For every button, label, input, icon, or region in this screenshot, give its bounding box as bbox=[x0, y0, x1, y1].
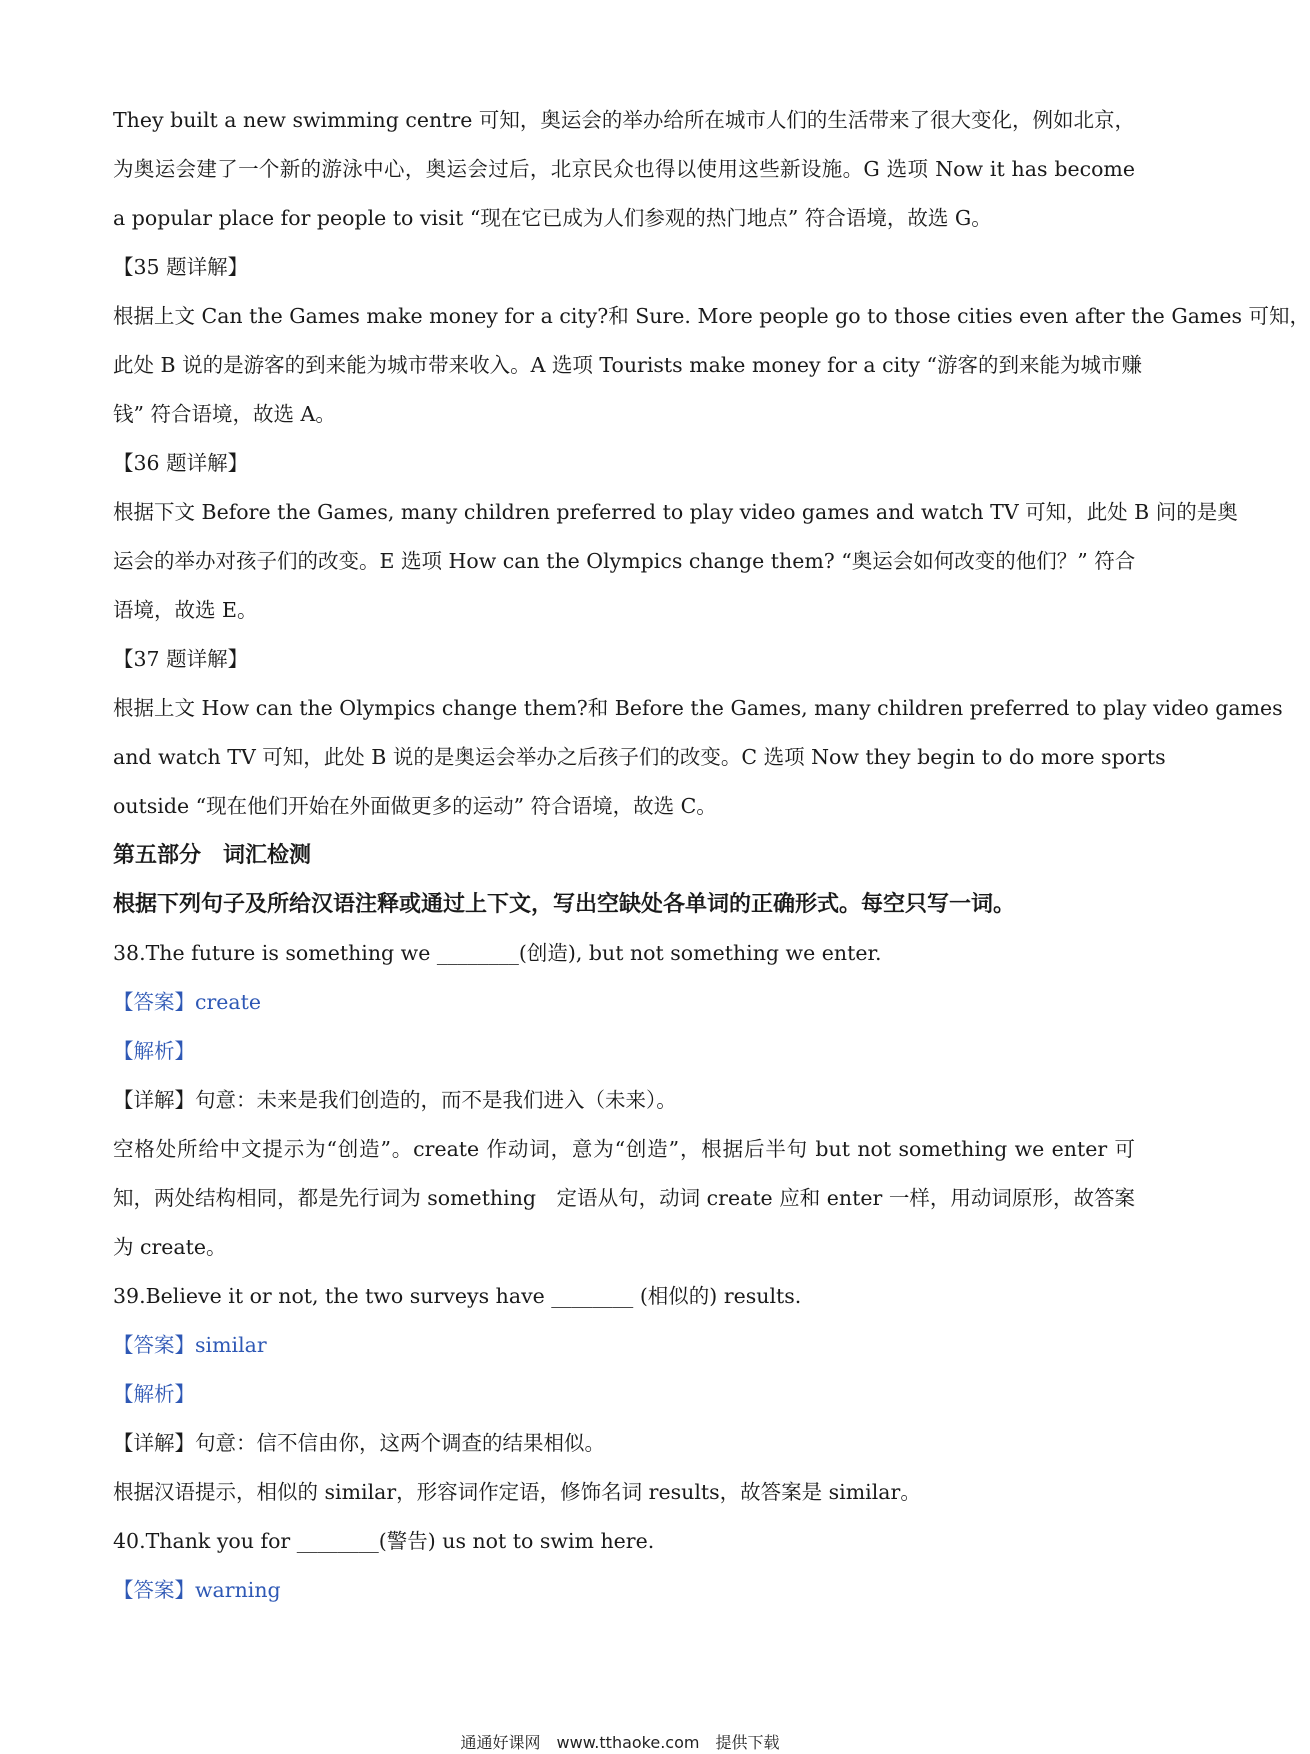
question-39: 39.Believe it or not, the two surveys have ________ (相似的) results. bbox=[113, 1284, 802, 1308]
section-heading-37: 【37 题详解】 bbox=[113, 647, 249, 671]
text-line: 此处 B 说的是游客的到来能为城市带来收入。A 选项 Tourists make money for a city “游客的到来能为城市赚 bbox=[113, 353, 1142, 377]
part-title: 第五部分 词汇检测 bbox=[113, 843, 312, 868]
explanation-line: 空格处所给中文提示为“创造”。create 作动词，意为“创造”，根据后半句 but not something we enter 可 bbox=[113, 1137, 1135, 1161]
explanation-line: 知，两处结构相同，都是先行词为 something 定语从句，动词 create 应和 enter 一样，用动词原形，故答案 bbox=[113, 1186, 1135, 1210]
section-heading-35: 【35 题详解】 bbox=[113, 255, 249, 279]
explanation-line: 【详解】句意：信不信由你，这两个调查的结果相似。 bbox=[113, 1431, 605, 1455]
explanation-line: 根据汉语提示，相似的 similar，形容词作定语，修饰名词 results，故答案是 similar。 bbox=[113, 1480, 921, 1504]
instructions: 根据下列句子及所给汉语注释或通过上下文，写出空缺处各单词的正确形式。每空只写一词。 bbox=[113, 892, 1016, 917]
document-body bbox=[113, 96, 1310, 1615]
text-line: a popular place for people to visit “现在它已成为人们参观的热门地点” 符合语境，故选 G。 bbox=[113, 206, 992, 230]
explanation-line: 为 create。 bbox=[113, 1235, 227, 1259]
text-line: 根据上文 Can the Games make money for a city?和 Sure. More people go to those cities even after the Games 可知， bbox=[113, 304, 1310, 328]
footer-text: 通通好课网 www.tthaoke.com 提供下载 bbox=[460, 1733, 780, 1752]
text-line: 根据下文 Before the Games, many children preferred to play video games and watch TV 可知，此处 B 问的是奥 bbox=[113, 500, 1238, 524]
analysis-label-38: 【解析】 bbox=[113, 1039, 195, 1063]
text-line: and watch TV 可知，此处 B 说的是奥运会举办之后孩子们的改变。C 选项 Now they begin to do more sports bbox=[113, 745, 1166, 769]
text-line: They built a new swimming centre 可知，奥运会的举办给所在城市人们的生活带来了很大变化，例如北京， bbox=[113, 108, 1135, 132]
text-line: outside “现在他们开始在外面做更多的运动” 符合语境，故选 C。 bbox=[113, 794, 717, 818]
question-38: 38.The future is something we ________(创造), but not something we enter. bbox=[113, 941, 882, 965]
text-line: 根据上文 How can the Olympics change them?和 Before the Games, many children preferred to play video games bbox=[113, 696, 1283, 720]
text-line: 钱” 符合语境，故选 A。 bbox=[113, 402, 336, 426]
answer-38: 【答案】create bbox=[113, 990, 262, 1014]
text-line: 语境，故选 E。 bbox=[113, 598, 258, 622]
answer-40: 【答案】warning bbox=[113, 1578, 281, 1602]
explanation-line: 【详解】句意：未来是我们创造的，而不是我们进入（未来）。 bbox=[113, 1088, 677, 1112]
answer-39: 【答案】similar bbox=[113, 1333, 267, 1357]
text-line: 运会的举办对孩子们的改变。E 选项 How can the Olympics change them? “奥运会如何改变的他们？” 符合 bbox=[113, 549, 1136, 573]
analysis-label-39: 【解析】 bbox=[113, 1382, 195, 1406]
section-heading-36: 【36 题详解】 bbox=[113, 451, 249, 475]
question-40: 40.Thank you for ________(警告) us not to swim here. bbox=[113, 1529, 655, 1553]
text-line: 为奥运会建了一个新的游泳中心，奥运会过后，北京民众也得以使用这些新设施。G 选项 Now it has become bbox=[113, 157, 1135, 181]
